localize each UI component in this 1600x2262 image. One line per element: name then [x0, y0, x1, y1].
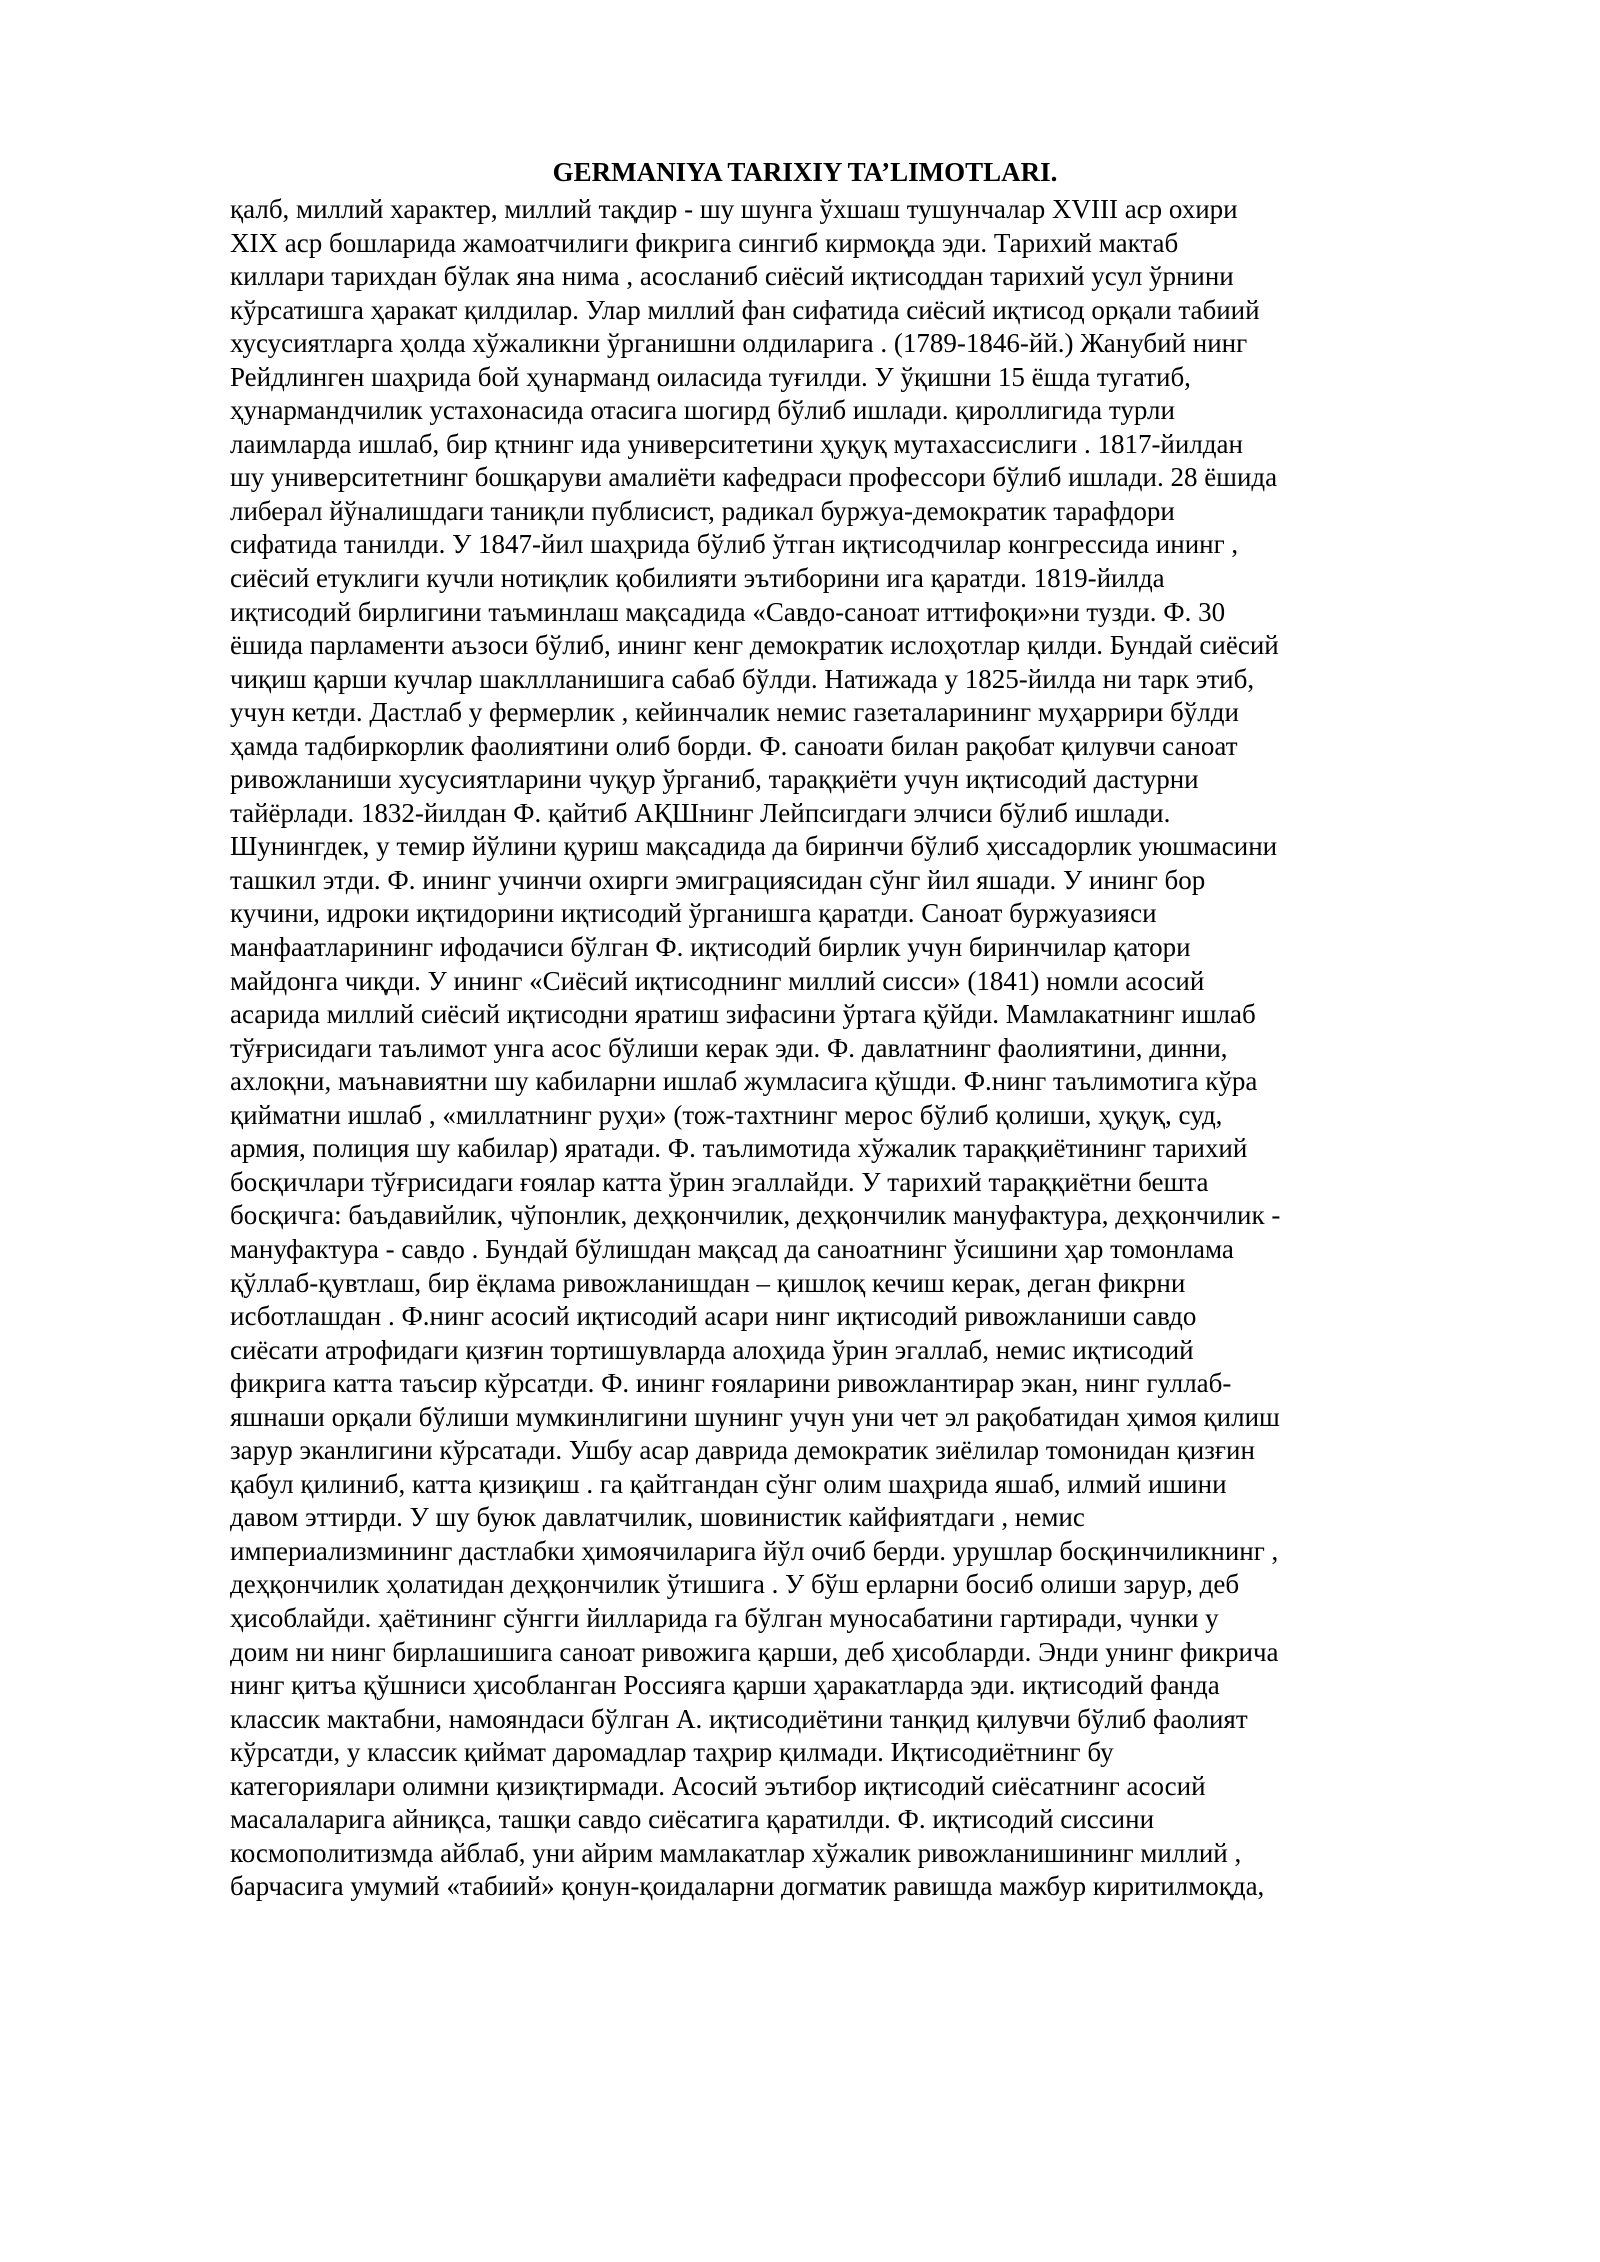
body-text-line: иқтисодий бирлигини таъминлаш мақсадида «Савдо-саноат иттифоқи»ни тузди. Ф. 30: [230, 596, 1226, 627]
body-text-line: хусусиятларга ҳолда хўжаликни ўрганишни олдиларига . (1789-1846-йй.) Жанубий нинг: [230, 328, 1248, 359]
body-text-line: либерал йўналишдаги таниқли публисист, радикал буржуа-демократик тарафдори: [230, 495, 1175, 526]
body-text-line: қабул қилиниб, катта қизиқиш . га қайтгандан сўнг олим шаҳрида яшаб, илмий ишини: [230, 1468, 1227, 1499]
body-text-line: исботлашдан . Ф.нинг асосий иқтисодий асари нинг иқтисодий ривожланиши савдо: [230, 1301, 1197, 1332]
body-text-line: доим ни нинг бирлашишига саноат ривожига қарши, деб ҳисобларди. Энди унинг фикрича: [230, 1636, 1279, 1667]
body-text-line: манфаатларининг ифодачиси бўлган Ф. иқтисодий бирлик учун биринчилар қатори: [230, 932, 1191, 963]
body-text-line: ҳисоблайди. ҳаётининг сўнгги йилларида га бўлган муносабатини гартиради, чунки у: [230, 1602, 1219, 1633]
body-text-line: деҳқончилик ҳолатидан деҳқончилик ўтишига . У бўш ерларни босиб олиши зарур, деб: [230, 1569, 1240, 1600]
body-text-line: сифатида танилди. У 1847-йил шаҳрида бўлиб ўтган иқтисодчилар конгрессида ининг ,: [230, 529, 1239, 560]
body-text-line: чиқиш қарши кучлар шакллланишига сабаб бўлди. Натижада у 1825-йилда ни тарк этиб,: [230, 663, 1255, 694]
body-text-line: сиёсий етуклиги кучли нотиқлик қобилияти эътиборини ига қаратди. 1819-йилда: [230, 563, 1165, 594]
body-text-line: ривожланиши хусусиятларини чуқур ўрганиб, тараққиёти учун иқтисодий дастурни: [230, 764, 1199, 795]
document-title: GERMANIYA TARIXIY TA’LIMOTLARI.: [552, 157, 1058, 187]
body-text-line: армия, полиция шу кабилар) яратади. Ф. таълимотида хўжалик тараққиётининг тарихий: [230, 1133, 1248, 1164]
body-text-line: тайёрлади. 1832-йилдан Ф. қайтиб АҚШнинг Лейпсигдаги элчиси бўлиб ишлади.: [230, 797, 1171, 828]
body-text-line: XIX аср бошларида жамоатчилиги фикрига сингиб кирмоқда эди. Тарихий мактаб: [230, 227, 1179, 258]
body-text-line: сиёсати атрофидаги қизғин тортишувларда алоҳида ўрин эгаллаб, немис иқтисодий: [230, 1334, 1194, 1365]
body-text-line: классик мактабни, намояндаси бўлган А. иқтисодиётини танқид қилувчи бўлиб фаолият: [230, 1703, 1248, 1734]
body-text-line: ташкил этди. Ф. ининг учинчи охирги эмиграциясидан сўнг йил яшади. У ининг бор: [230, 864, 1206, 895]
body-text-line: мануфактура - савдо . Бундай бўлишдан мақсад да саноатнинг ўсишини ҳар томонлама: [230, 1233, 1234, 1264]
body-text-line: ҳамда тадбиркорлик фаолиятини олиб борди. Ф. саноати билан рақобат қилувчи саноат: [230, 730, 1238, 761]
body-text-line: киллари тарихдан бўлак яна нима , асосланиб сиёсий иқтисоддан тарихий усул ўрнини: [230, 261, 1234, 292]
body-text-line: майдонга чиқди. У ининг «Сиёсий иқтисоднинг миллий сисси» (1841) номли асосий: [230, 965, 1205, 996]
body-text-line: шу университетнинг бошқаруви амалиёти кафедраси профессори бўлиб ишлади. 28 ёшида: [230, 462, 1278, 493]
body-text-line: Рейдлинген шаҳрида бой ҳунарманд оиласида туғилди. У ўқишни 15 ёшда тугатиб,: [230, 361, 1191, 392]
body-text-line: яшнаши орқали бўлиши мумкинлигини шунинг учун уни чет эл рақобатидан ҳимоя қилиш: [230, 1401, 1280, 1432]
body-text-line: космополитизмда айблаб, уни айрим мамлакатлар хўжалик ривожланишининг миллий ,: [230, 1837, 1242, 1868]
body-text-line: кучини, идроки иқтидорини иқтисодий ўрганишга қаратди. Саноат буржуазияси: [230, 898, 1157, 929]
body-text-line: кўрсатди, у классик қиймат даромадлар таҳрир қилмади. Иқтисодиётнинг бу: [230, 1737, 1114, 1768]
body-text-line: қўллаб-қувтлаш, бир ёқлама ривожланишдан – қишлоқ кечиш керак, деган фикрни: [230, 1267, 1186, 1298]
body-text-line: қалб, миллий характер, миллий тақдир - шу шунга ўхшаш тушунчалар XVIII аср охири: [230, 194, 1238, 224]
body-text-line: империализмининг дастлабки ҳимоячиларига йўл очиб берди. урушлар босқинчиликнинг ,: [230, 1535, 1279, 1566]
body-text-line: категориялари олимни қизиқтирмади. Асосий эътибор иқтисодий сиёсатнинг асосий: [230, 1770, 1206, 1801]
body-text-line: масалаларига айниқса, ташқи савдо сиёсатига қаратилди. Ф. иқтисодий сиссини: [230, 1804, 1155, 1835]
body-text-line: учун кетди. Дастлаб у фермерлик , кейинчалик немис газеталарининг муҳаррири бўлди: [230, 697, 1239, 728]
body-text-line: ҳунармандчилик устахонасида отасига шогирд бўлиб ишлади. қироллигида турли: [230, 395, 1175, 426]
body-text-line: Шунингдек, у темир йўлини қуриш мақсадида да биринчи бўлиб ҳиссадорлик уюшмасини: [230, 831, 1278, 862]
document-body: [230, 193, 1480, 1904]
body-text-line: кўрсатишга ҳаракат қилдилар. Улар миллий фан сифатида сиёсий иқтисод орқали табиий: [230, 294, 1260, 325]
body-text-line: лаимларда ишлаб, бир қтнинг ида университетини ҳуқуқ мутахассислиги . 1817-йилдан: [230, 428, 1243, 459]
body-text-line: қийматни ишлаб , «миллатнинг руҳи» (тож-тахтнинг мерос бўлиб қолиши, ҳуқуқ, суд,: [230, 1099, 1223, 1130]
body-text-line: ахлоқни, маънавиятни шу кабиларни ишлаб жумласига қўшди. Ф.нинг таълимотига кўра: [230, 1066, 1258, 1097]
body-text-line: барчасига умумий «табиий» қонун-қоидаларни догматик равишда мажбур киритилмоқда,: [230, 1871, 1265, 1902]
body-text-line: тўғрисидаги таълимот унга асос бўлиши керак эди. Ф. давлатнинг фаолиятини, динни,: [230, 1032, 1228, 1063]
body-text-line: асарида миллий сиёсий иқтисодни яратиш зифасини ўртага қўйди. Мамлакатнинг ишлаб: [230, 999, 1256, 1030]
body-text-line: нинг қитъа қўшниси ҳисобланган Россияга қарши ҳаракатларда эди. иқтисодий фанда: [230, 1670, 1220, 1701]
body-text-line: босқичлари тўғрисидаги ғоялар катта ўрин эгаллайди. У тарихий тараққиётни бешта: [230, 1166, 1209, 1197]
body-text-line: босқичга: баъдавийлик, чўпонлик, деҳқончилик, деҳқончилик мануфактура, деҳқончилик -: [230, 1200, 1281, 1231]
body-text-line: фикрига катта таъсир кўрсатди. Ф. ининг ғояларини ривожлантирар экан, нинг гуллаб-: [230, 1368, 1232, 1399]
body-text-line: ёшида парламенти аъзоси бўлиб, ининг кенг демократик ислоҳотлар қилди. Бундай сиёсий: [230, 630, 1279, 661]
body-text-line: давом эттирди. У шу буюк давлатчилик, шовинистик кайфиятдаги , немис: [230, 1502, 1085, 1533]
body-text-line: зарур эканлигини кўрсатади. Ушбу асар даврида демократик зиёлилар томонидан қизғин: [230, 1435, 1255, 1466]
